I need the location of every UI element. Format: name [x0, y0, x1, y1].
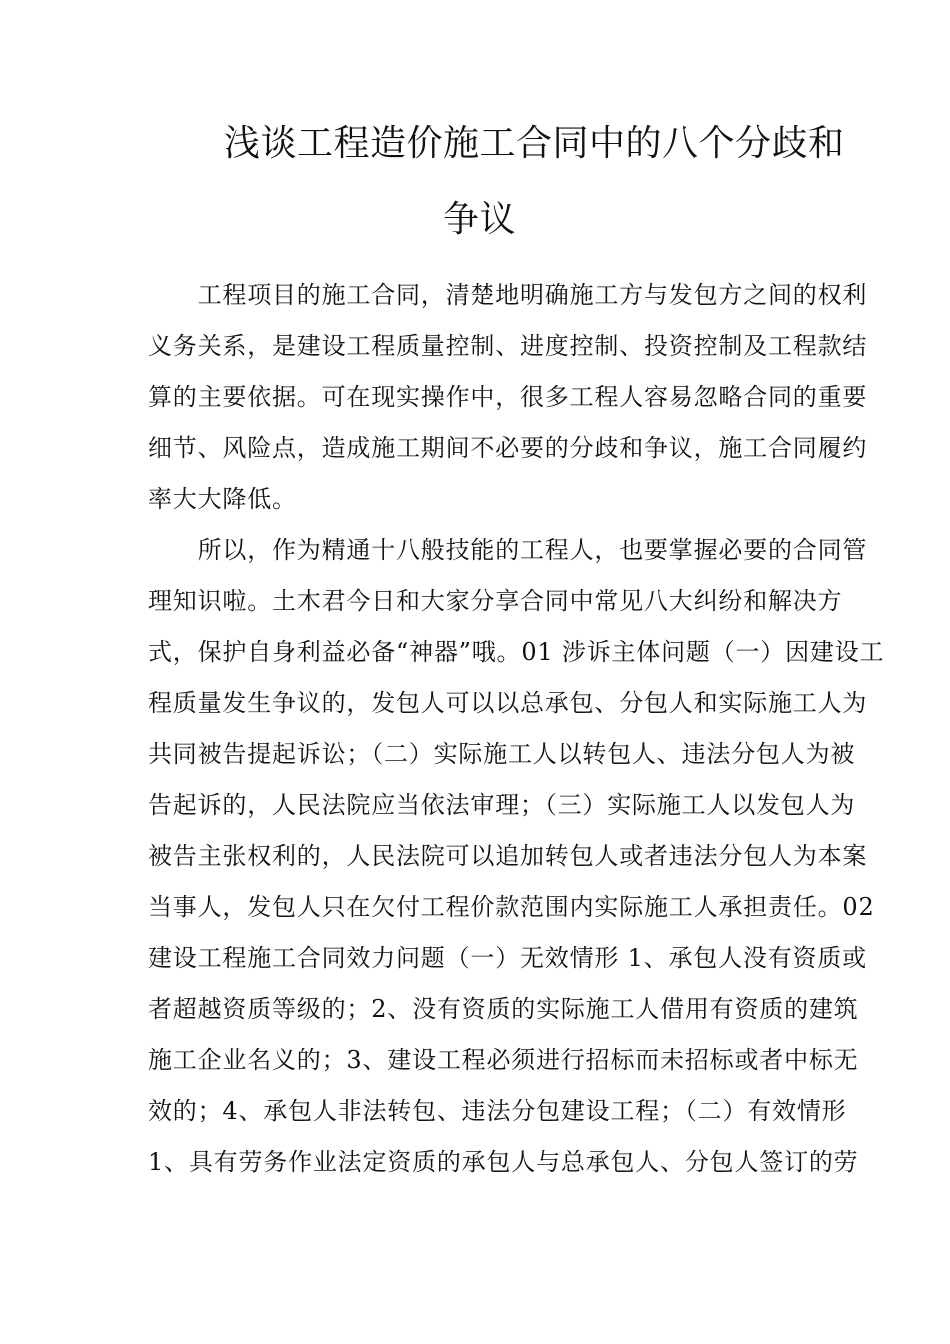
body-text-line: 被告主张权利的，人民法院可以追加转包人或者违法分包人为本案 [148, 842, 868, 870]
body-text-line: 告起诉的，人民法院应当依法审理；（三）实际施工人以发包人为 [148, 791, 856, 819]
document-title-line-2: 争议 [443, 199, 517, 240]
body-text-line: 1、具有劳务作业法定资质的承包人与总承包人、分包人签订的劳 [148, 1148, 859, 1176]
body-text-line: 共同被告提起诉讼；（二）实际施工人以转包人、违法分包人为被 [148, 740, 856, 768]
body-text-line: 算的主要依据。可在现实操作中，很多工程人容易忽略合同的重要 [148, 383, 868, 411]
body-text-line: 建设工程施工合同效力问题（一）无效情形 1、承包人没有资质或 [148, 944, 867, 972]
body-text-line: 程质量发生争议的，发包人可以以总承包、分包人和实际施工人为 [148, 689, 868, 717]
body-text-line: 施工企业名义的；3、建设工程必须进行招标而未招标或者中标无 [148, 1046, 859, 1074]
body-text-line: 效的；4、承包人非法转包、违法分包建设工程；（二）有效情形 [148, 1097, 847, 1125]
body-text-line: 细节、风险点，造成施工期间不必要的分歧和争议，施工合同履约 [148, 434, 868, 462]
body-text-line: 者超越资质等级的；2、没有资质的实际施工人借用有资质的建筑 [148, 995, 859, 1023]
body-text-line: 率大大降低。 [148, 485, 297, 513]
body-text-line: 工程项目的施工合同，清楚地明确施工方与发包方之间的权利 [148, 281, 868, 309]
body-text-line: 式，保护自身利益必备“神器”哦。01 涉诉主体问题（一）因建设工 [148, 638, 885, 666]
document-title-line-1: 浅谈工程造价施工合同中的八个分歧和 [224, 123, 845, 164]
body-text-line: 当事人，发包人只在欠付工程价款范围内实际施工人承担责任。02 [148, 893, 875, 921]
body-text-line: 所以，作为精通十八般技能的工程人，也要掌握必要的合同管 [148, 536, 868, 564]
body-text-line: 理知识啦。土木君今日和大家分享合同中常见八大纠纷和解决方 [148, 587, 843, 615]
body-text-line: 义务关系，是建设工程质量控制、进度控制、投资控制及工程款结 [148, 332, 868, 360]
